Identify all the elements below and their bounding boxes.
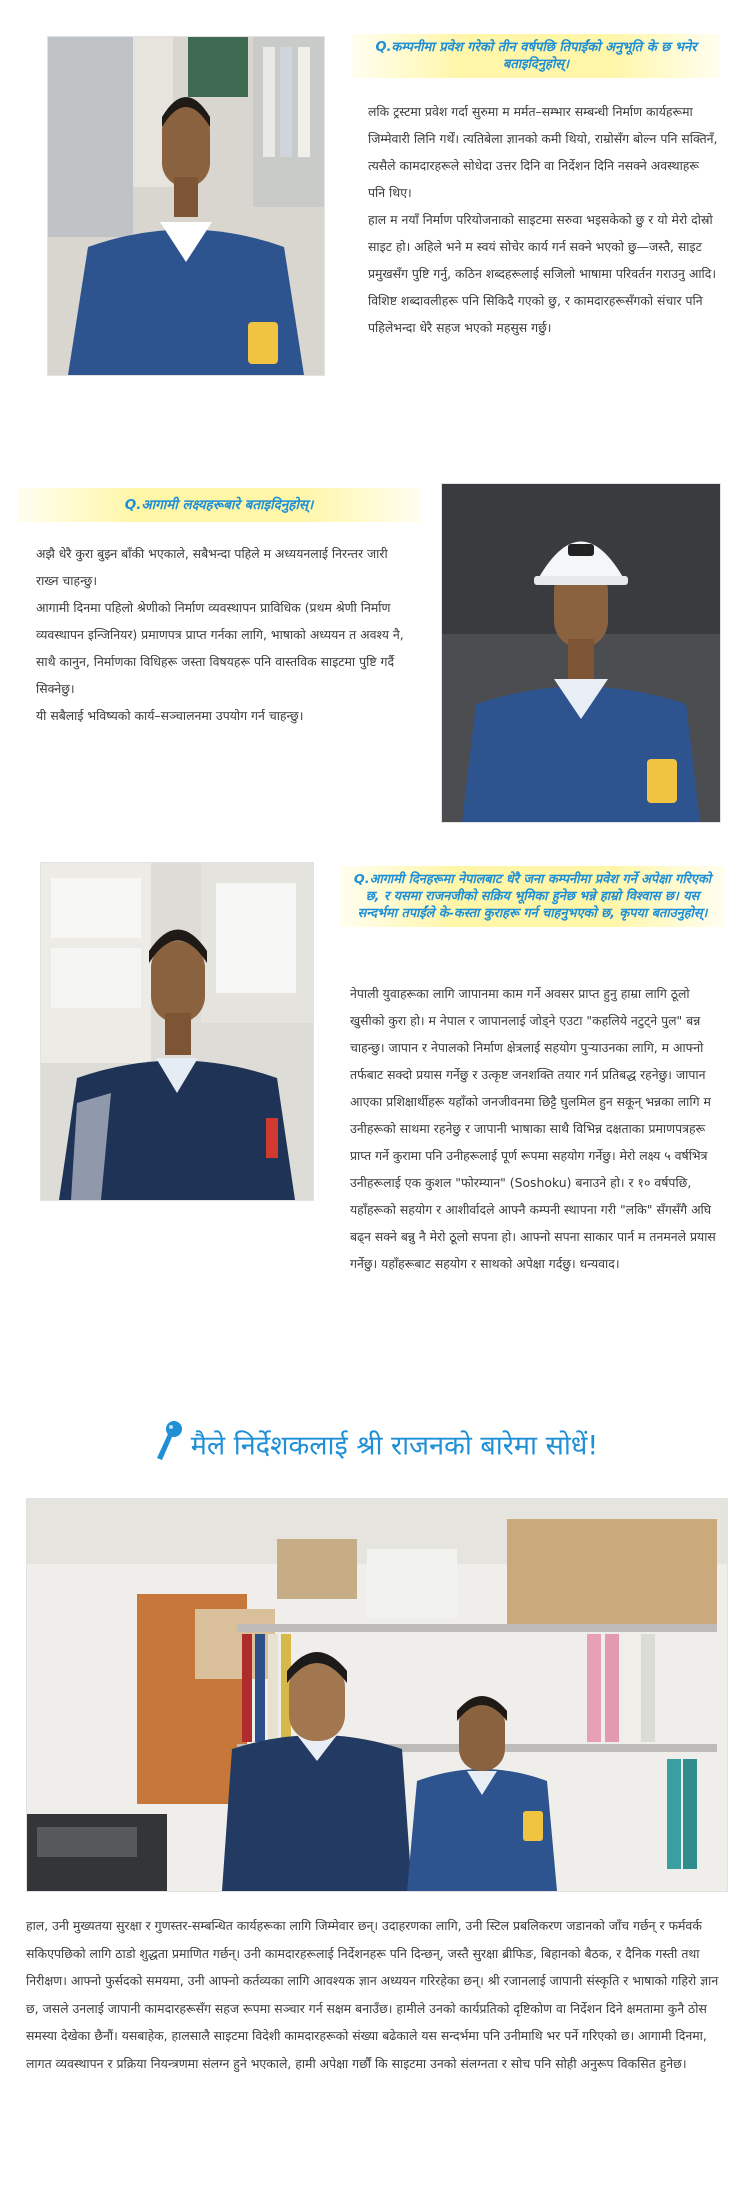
answer-1-paragraph: हाल म नयाँ निर्माण परियोजनाको साइटमा सरुवा भइसकेको छु र यो मेरो दोस्रो साइट हो। अहिले भने म स्वयं सोचेर कार्य गर्न सक्ने भएको छु—जस्तै, साइट प्रमुखसँग पुष्टि गर्नु, कठिन शब्दहरूलाई सजिलो भाषामा परिवर्तन गराउनु आदि। (368, 212, 717, 281)
photo-rajan-smiling (40, 862, 314, 1201)
question-heading-1: Q.कम्पनीमा प्रवेश गरेको तीन वर्षपछि तिपाईंको अनुभूति के छ भनेर बताइदिनुहोस्। (352, 34, 720, 78)
answer-3-paragraph: नेपाली युवाहरूका लागि जापानमा काम गर्ने अवसर प्राप्त हुनु हाम्रा लागि ठूलो खुसीको कुरा हो। म नेपाल र जापानलाई जोड्ने एउटा "कहलिये नटुट्ने पुल" बन्न चाहन्छु। जापान र नेपालको निर्माण क्षेत्रलाई सहयोग पुर्‍याउनका लागि, म आफ्नो तर्फबाट सक्दो प्रयास गर्नेछु र उत्कृष्ट जनशक्ति तयार गर्न प्रतिबद्ध रहनेछु। जापान आएका प्रशिक्षार्थीहरू यहाँको जनजीवनमा छिट्टै घुलमिल हुन सकून् भन्नका लागि म उनीहरूको साथमा रहनेछु र जापानी भाषाका साथै विभिन्न दक्षताका प्रमाणपत्रहरू प्राप्त गर्ने कुरामा पनि उनीहरूलाई पूर्ण रूपमा सहयोग गर्नेछु। मेरो लक्ष्य ५ वर्षभित्र उनीहरूलाई एक कुशल "फोरम्यान" (Soshoku) बनाउने हो। र १० वर्षपछि, यहाँहरूको सहयोग र आशीर्वादले आफ्नै कम्पनी स्थापना गरी "लकि" सँगसँगै अघि बढ्न सक्ने बन्नु नै मेरो ठूलो सपना हो। आफ्नो सपना साकार पार्न म तनमनले प्रयास गर्नेछु। यहाँहरूबाट सहयोग र साथको अपेक्षा गर्दछु। धन्यवाद। (350, 986, 716, 1271)
question-heading-3: Q.आगामी दिनहरूमा नेपालबाट धेरै जना कम्पनीमा प्रवेश गर्ने अपेक्षा गरिएको छ, र यसमा राजनजीको सक्रिय भूमिका हुनेछ भन्ने हाम्रो विश्वास छ। यस सन्दर्भमा तपाईंले के-कस्ता कुराहरू गर्न चाहनुभएको छ, कृपया बताउनुहोस्। (340, 866, 725, 927)
answer-1-paragraph: विशिष्ट शब्दावलीहरू पनि सिकिदै गएको छु, र कामदारहरूसँगको संचार पनि पहिलेभन्दा धेरै सहज भएको महसुस गर्छु। (368, 293, 703, 335)
answer-1-paragraph: लकि ट्रस्टमा प्रवेश गर्दा सुरुमा म मर्मत–सम्भार सम्बन्धी निर्माण कार्यहरूमा जिम्मेवारी लिनि गर्थें। त्यतिबेला ज्ञानको कमी थियो, राम्रोसँग बोल्न पनि सक्तिनँ, त्यसैले कामदारहरूले सोधेदा उत्तर दिनि वा निर्देशन दिनि नसक्ने अवस्थाहरू पनि थिए। (368, 104, 718, 200)
answer-2-paragraph: यी सबैलाई भविष्यको कार्य–सञ्चालनमा उपयोग गर्न चाहन्छु। (36, 708, 304, 723)
photo-rajan-helmet (441, 483, 721, 823)
photo-rajan-office (47, 36, 325, 376)
photo-director-and-rajan (26, 1498, 728, 1892)
interview-section-title (0, 1420, 751, 1474)
answer-1 (368, 98, 718, 341)
microphone-icon (153, 1420, 183, 1474)
answer-3 (350, 980, 722, 1277)
answer-2-paragraph: अझै धेरै कुरा बुझ्न बाँकी भएकाले, सबैभन्दा पहिले म अध्ययनलाई निरन्तर जारी राख्न चाहन्छु। (36, 546, 388, 588)
answer-2 (36, 540, 406, 729)
question-heading-2: Q.आगामी लक्ष्यहरूबारे बताइदिनुहोस्। (17, 488, 421, 522)
director-comment: हाल, उनी मुख्यतया सुरक्षा र गुणस्तर-सम्बन्धित कार्यहरूका लागि जिम्मेवार छन्। उदाहरणका लागि, उनी स्टिल प्रबलिकरण जडानको जाँच गर्छन् र फर्मवर्क सकिएपछिको लागि ठाडो शुद्धता प्रमाणित गर्छन्। उनी कामदारहरूलाई निर्देशनहरू पनि दिन्छन्, जस्तै सुरक्षा ब्रीफिङ, बिहानको बैठक, र दैनिक गस्ती तथा निरीक्षण। आफ्नो फुर्सदको समयमा, उनी आफ्नो कर्तव्यका लागि आवश्यक ज्ञान अध्ययन गरिरहेका छन्। श्री रजानलाई जापानी संस्कृति र भाषाको गहिरो ज्ञान छ, जसले उनलाई जापानी कामदारहरूसँग सहज रूपमा सञ्चार गर्न सक्षम बनाउँछ। हामीले उनको कार्यप्रतिको दृष्टिकोण वा निर्देशन दिने क्षमतामा कुनै ठोस समस्या देखेका छैनौं। यसबाहेक, हालसालै साइटमा विदेशी कामदारहरूको संख्या बढेकाले यस सन्दर्भमा पनि उनीमाथि भर पर्ने गरिएको छ। आगामी दिनमा, लागत व्यवस्थापन र प्रक्रिया नियन्त्रणमा संलग्न हुने भएकाले, हामी अपेक्षा गर्छौं कि साइटमा उनको संलग्नता र सोच पनि सोही अनुरूप विकसित हुनेछ। (26, 1918, 719, 2071)
answer-2-paragraph: आगामी दिनमा पहिलो श्रेणीको निर्माण व्यवस्थापन प्राविधिक (प्रथम श्रेणी निर्माण व्यवस्थापन इन्जिनियर) प्रमाणपत्र प्राप्त गर्नका लागि, भाषाको अध्ययन त अवश्य नै, साथै कानुन, निर्माणका विधिहरू जस्ता विषयहरू पनि वास्तविक साइटमा पुष्टि गर्दै सिक्नेछु। (36, 600, 404, 696)
interview-title-text: मैले निर्देशकलाई श्री राजनको बारेमा सोधें! (190, 1430, 599, 1462)
